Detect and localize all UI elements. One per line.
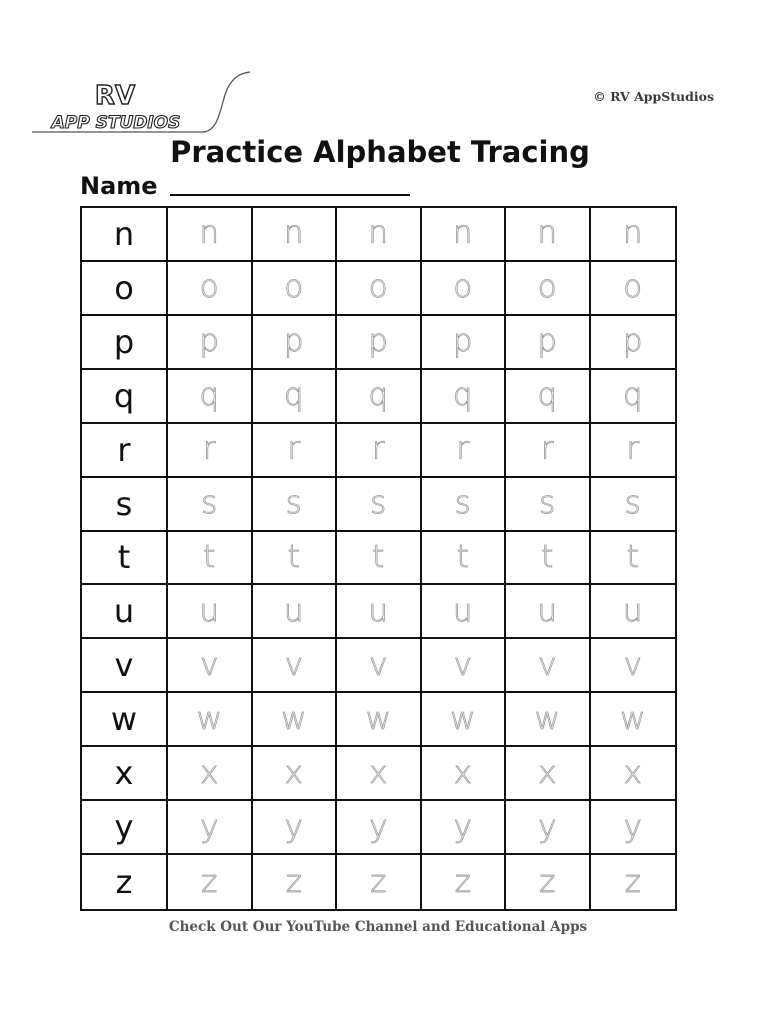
trace-letter: o [422,262,507,316]
trace-letter: z [253,855,338,909]
trace-letter: n [253,208,338,262]
trace-letter: p [168,316,253,370]
model-letter: x [82,747,168,801]
rv-app-studios-logo [30,70,260,136]
trace-letter: y [422,801,507,855]
trace-letter: s [422,478,507,532]
trace-letter: r [422,424,507,478]
trace-letter: u [506,585,591,639]
trace-letter: o [591,262,676,316]
trace-letter: r [506,424,591,478]
trace-letter: n [591,208,676,262]
trace-letter: u [337,585,422,639]
trace-letter: w [337,693,422,747]
trace-letter: o [253,262,338,316]
trace-letter: o [168,262,253,316]
svg-text:RV: RV [94,81,136,111]
trace-letter: v [337,639,422,693]
trace-letter: p [337,316,422,370]
trace-letter: w [506,693,591,747]
trace-letter: y [168,801,253,855]
trace-letter: w [422,693,507,747]
model-letter: s [82,478,168,532]
trace-letter: z [506,855,591,909]
trace-letter: n [506,208,591,262]
tracing-grid [80,206,677,911]
trace-letter: w [168,693,253,747]
copyright-notice: © RV AppStudios [593,89,714,104]
model-letter: u [82,585,168,639]
svg-text:APP STUDIOS: APP STUDIOS [51,113,181,133]
trace-letter: u [422,585,507,639]
trace-letter: w [253,693,338,747]
trace-letter: x [506,747,591,801]
trace-letter: n [168,208,253,262]
trace-letter: s [591,478,676,532]
trace-letter: u [591,585,676,639]
trace-letter: p [253,316,338,370]
trace-letter: n [337,208,422,262]
trace-letter: v [591,639,676,693]
trace-letter: p [591,316,676,370]
trace-letter: s [506,478,591,532]
model-letter: z [82,855,168,909]
trace-letter: y [253,801,338,855]
model-letter: r [82,424,168,478]
model-letter: w [82,693,168,747]
trace-letter: v [422,639,507,693]
trace-letter: z [168,855,253,909]
trace-letter: s [337,478,422,532]
trace-letter: n [422,208,507,262]
model-letter: v [82,639,168,693]
trace-letter: x [253,747,338,801]
trace-letter: x [591,747,676,801]
trace-letter: r [591,424,676,478]
trace-letter: x [168,747,253,801]
model-letter: n [82,208,168,262]
trace-letter: r [168,424,253,478]
trace-letter: p [422,316,507,370]
trace-letter: s [168,478,253,532]
trace-letter: v [253,639,338,693]
trace-letter: v [168,639,253,693]
name-label: Name [80,172,158,200]
trace-letter: q [253,370,338,424]
trace-letter: y [337,801,422,855]
trace-letter: p [506,316,591,370]
trace-letter: x [337,747,422,801]
trace-letter: y [506,801,591,855]
model-letter: q [82,370,168,424]
model-letter: o [82,262,168,316]
model-letter: t [82,532,168,586]
footer-text: Check Out Our YouTube Channel and Educational Apps [168,919,588,935]
trace-letter: u [253,585,338,639]
model-letter: p [82,316,168,370]
trace-letter: t [168,532,253,586]
trace-letter: y [591,801,676,855]
trace-letter: o [337,262,422,316]
trace-letter: r [253,424,338,478]
trace-letter: t [591,532,676,586]
trace-letter: s [253,478,338,532]
trace-letter: t [337,532,422,586]
name-field [80,171,410,201]
name-write-line [170,193,410,196]
model-letter: y [82,801,168,855]
trace-letter: t [422,532,507,586]
trace-letter: z [624,863,641,900]
trace-letter: t [253,532,338,586]
trace-letter: o [506,262,591,316]
trace-letter: q [591,370,676,424]
trace-letter: q [337,370,422,424]
trace-letter: q [506,370,591,424]
trace-letter: q [422,370,507,424]
page-title: Practice Alphabet Tracing [170,135,590,169]
trace-letter: w [591,693,676,747]
trace-letter: x [422,747,507,801]
trace-letter: v [506,639,591,693]
trace-letter: t [506,532,591,586]
trace-letter: r [337,424,422,478]
trace-letter: u [168,585,253,639]
trace-letter: q [168,370,253,424]
trace-letter: z [422,855,507,909]
trace-letter: z [337,855,422,909]
